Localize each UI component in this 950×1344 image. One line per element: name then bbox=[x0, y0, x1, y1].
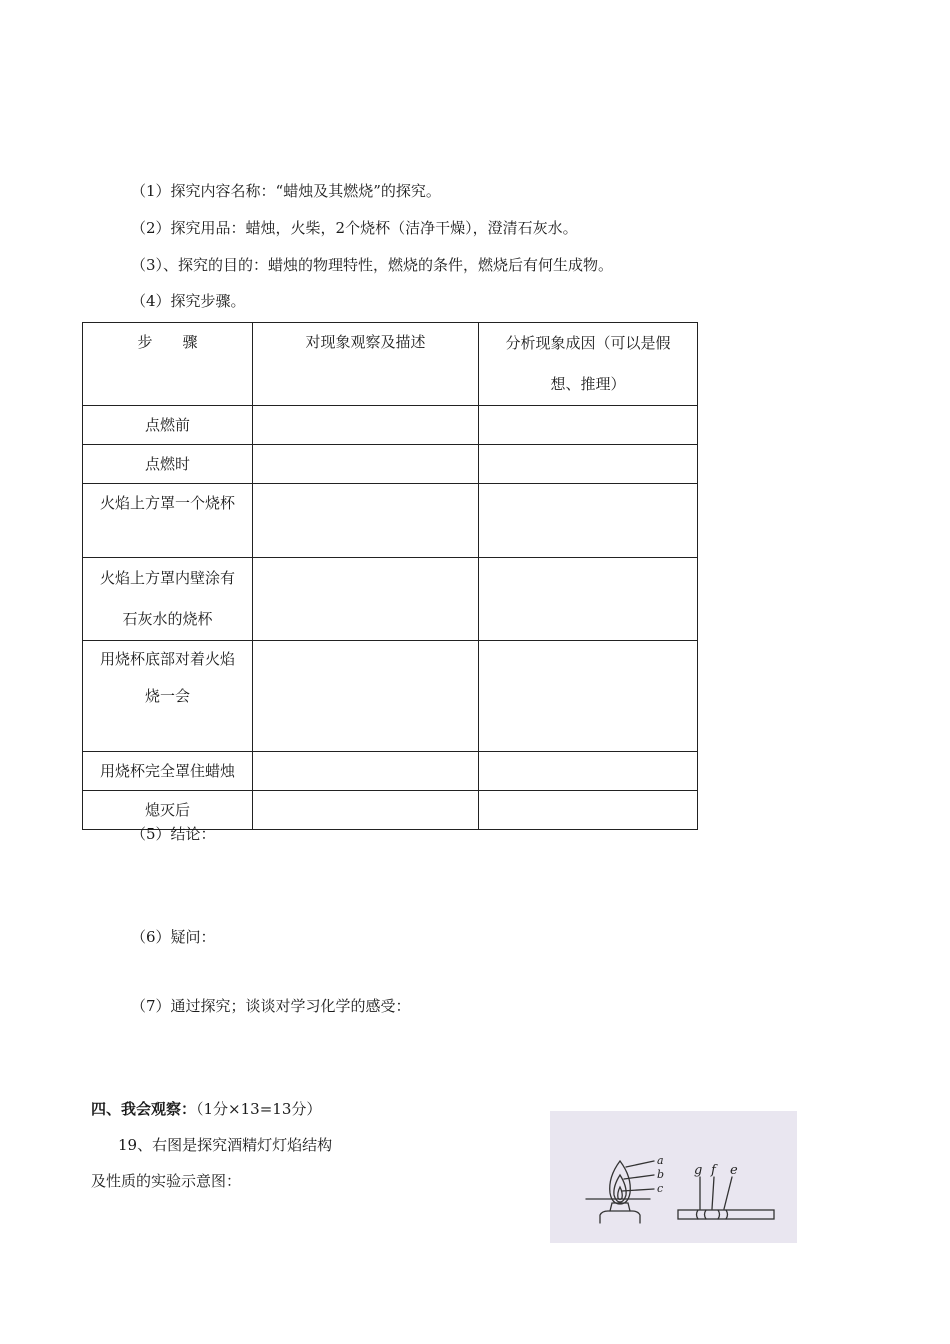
item-3: （3）、探究的目的：蜡烛的物理特性，燃烧的条件，燃烧后有何生成物。 bbox=[131, 256, 614, 274]
question-19-line2: 及性质的实验示意图： bbox=[91, 1172, 242, 1190]
header-analysis bbox=[479, 323, 698, 406]
observation-cell bbox=[253, 791, 479, 830]
analysis-cell bbox=[479, 484, 698, 558]
step-before-lighting: 点燃前 bbox=[83, 406, 253, 445]
analysis-cell bbox=[479, 752, 698, 791]
step-after-extinguish: 熄灭后 bbox=[83, 791, 253, 830]
step-beaker-bottom bbox=[83, 641, 253, 752]
item-2: （2）探究用品：蜡烛，火柴，2个烧杯（洁净干燥），澄清石灰水。 bbox=[131, 219, 578, 237]
experiment-steps-table bbox=[82, 322, 698, 830]
step-limewater-beaker bbox=[83, 558, 253, 641]
flame-diagram bbox=[550, 1111, 797, 1243]
section-4-heading bbox=[91, 1098, 321, 1119]
step-cover-candle: 用烧杯完全罩住蜡烛 bbox=[83, 752, 253, 791]
observation-cell bbox=[253, 406, 479, 445]
analysis-cell bbox=[479, 445, 698, 484]
section-4-title: 四、我会观察： bbox=[91, 1100, 197, 1118]
label-b: b bbox=[657, 1168, 665, 1181]
item-4: （4）探究步骤。 bbox=[131, 292, 246, 310]
flame-outer bbox=[610, 1161, 631, 1204]
label-a: a bbox=[657, 1154, 664, 1167]
step-while-lighting: 点燃时 bbox=[83, 445, 253, 484]
header-analysis-line1: 分析现象成因（可以是假 bbox=[505, 334, 671, 352]
item-5-conclusion: （5）结论： bbox=[131, 825, 216, 843]
observation-cell bbox=[253, 752, 479, 791]
step-beaker-bottom-line1: 用烧杯底部对着火焰 bbox=[99, 650, 235, 668]
question-19-line1: 19、右图是探究酒精灯灯焰结构 bbox=[118, 1136, 333, 1154]
observation-cell bbox=[253, 558, 479, 641]
item-7-reflection: （7）通过探究；谈谈对学习化学的感受： bbox=[131, 997, 411, 1015]
lamp-body bbox=[600, 1211, 640, 1223]
leader-f bbox=[712, 1177, 714, 1209]
analysis-cell bbox=[479, 558, 698, 641]
header-steps: 步 骤 bbox=[83, 323, 253, 406]
section-4-score: （1分×13=13分） bbox=[196, 1100, 322, 1118]
leader-e bbox=[724, 1177, 732, 1209]
step-beaker-bottom-line2: 烧一会 bbox=[144, 687, 190, 705]
alcohol-lamp-flame-figure bbox=[550, 1111, 797, 1243]
analysis-cell bbox=[479, 791, 698, 830]
analysis-cell bbox=[479, 406, 698, 445]
char-marks bbox=[697, 1210, 728, 1219]
label-c: c bbox=[657, 1182, 664, 1195]
label-f: f bbox=[711, 1163, 716, 1178]
step-limewater-line1: 火焰上方罩内壁涂有 bbox=[99, 569, 235, 587]
step-limewater-line2: 石灰水的烧杯 bbox=[122, 610, 213, 628]
item-1: （1）探究内容名称：“蜡烛及其燃烧”的探究。 bbox=[131, 182, 441, 200]
observation-cell bbox=[253, 641, 479, 752]
header-analysis-line2: 想、推理） bbox=[550, 375, 626, 393]
burnt-matchstick bbox=[678, 1210, 774, 1219]
leader-a bbox=[626, 1161, 654, 1167]
flame-inner bbox=[618, 1187, 623, 1200]
label-e: e bbox=[730, 1163, 738, 1178]
observation-cell bbox=[253, 484, 479, 558]
item-6-questions: （6）疑问： bbox=[131, 928, 216, 946]
step-cover-beaker: 火焰上方罩一个烧杯 bbox=[83, 484, 253, 558]
label-g: g bbox=[694, 1163, 703, 1178]
header-observation: 对现象观察及描述 bbox=[253, 323, 479, 406]
observation-cell bbox=[253, 445, 479, 484]
analysis-cell bbox=[479, 641, 698, 752]
leader-c bbox=[622, 1189, 654, 1191]
